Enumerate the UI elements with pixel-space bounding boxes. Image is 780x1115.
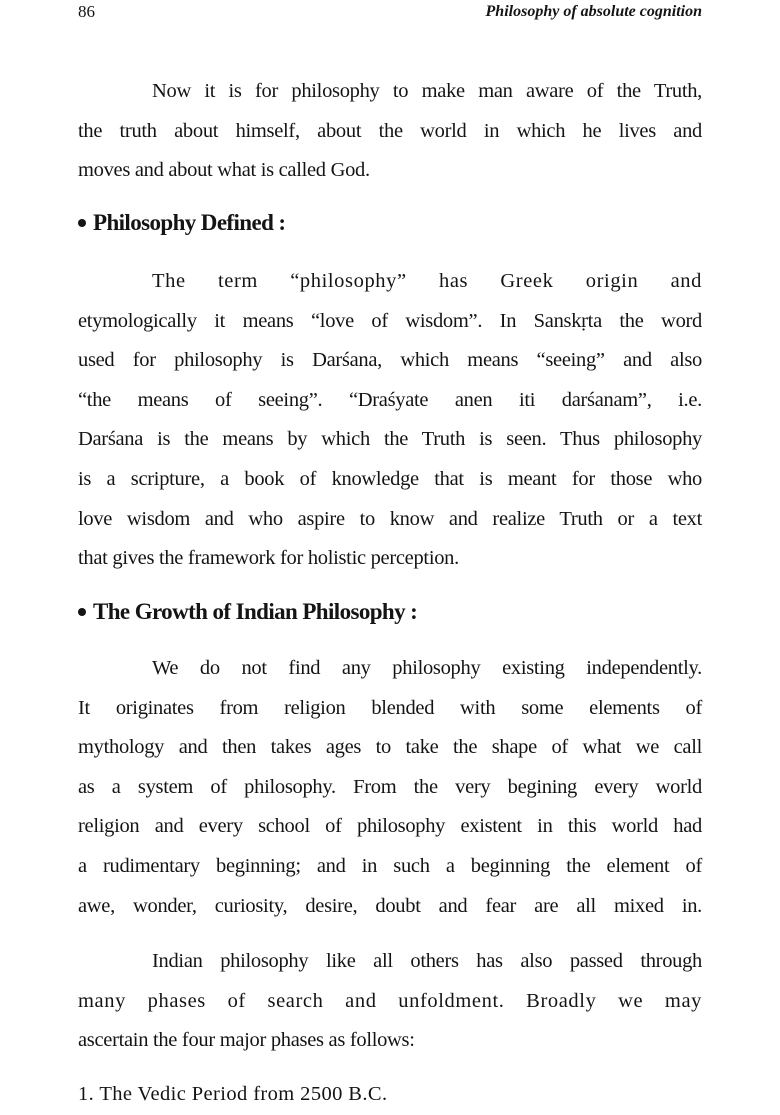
paragraph-line: a rudimentary beginning; and in such a beginning the element of — [78, 854, 702, 877]
paragraph-line: as a system of philosophy. From the very begining every world — [78, 775, 702, 798]
paragraph-line: the truth about himself, about the world in which he lives and — [78, 119, 702, 142]
paragraph-line: that gives the framework for holistic perception. — [78, 547, 459, 570]
bullet-icon — [78, 219, 86, 227]
growth-paragraph-2 — [78, 942, 702, 1061]
running-title: Philosophy of absolute cognition — [485, 3, 702, 20]
paragraph-line: Now it is for philosophy to make man aware of the Truth, — [152, 80, 702, 102]
section-heading-text: Philosophy Defined : — [93, 210, 286, 235]
paragraph-line: is a scripture, a book of knowledge that is meant for those who — [78, 467, 702, 490]
bullet-icon — [78, 608, 86, 616]
paragraph-line: love wisdom and who aspire to know and realize Truth or a text — [78, 507, 702, 530]
paragraph-line: Darśana is the means by which the Truth is seen. Thus philosophy — [78, 428, 702, 451]
paragraph-line: mythology and then takes ages to take the shape of what we call — [78, 736, 702, 759]
paragraph-line: awe, wonder, curiosity, desire, doubt and fear are all mixed in. — [78, 894, 702, 917]
section-heading-philosophy-defined — [78, 208, 285, 238]
intro-paragraph — [78, 72, 702, 191]
section-heading-growth-of-indian-philosophy — [78, 597, 417, 627]
paragraph-line: We do not find any philosophy existing independently. — [152, 657, 702, 679]
paragraph-line: It originates from religion blended with some elements of — [78, 696, 702, 719]
growth-paragraph-1 — [78, 649, 702, 926]
paragraph-line: “the means of seeing”. “Draśyate anen iti darśanam”, i.e. — [78, 388, 702, 411]
paragraph-line: religion and every school of philosophy existent in this world had — [78, 815, 702, 838]
paragraph-line: ascertain the four major phases as follows: — [78, 1029, 415, 1052]
paragraph-line: moves and about what is called God. — [78, 159, 370, 182]
paragraph-line: Indian philosophy like all others has also passed through — [152, 950, 702, 972]
paragraph-line: The term “philosophy” has Greek origin and — [152, 270, 702, 292]
paragraph-line: many phases of search and unfoldment. Broadly we may — [78, 989, 702, 1012]
philosophy-defined-paragraph — [78, 262, 702, 579]
phases-list — [78, 1075, 702, 1115]
running-header — [78, 0, 702, 24]
page-number: 86 — [78, 2, 95, 21]
paragraph-line: etymologically it means “love of wisdom”. In Sanskṛta the word — [78, 309, 702, 332]
paragraph-line: used for philosophy is Darśana, which means “seeing” and also — [78, 349, 702, 372]
section-heading-text: The Growth of Indian Philosophy : — [93, 599, 418, 624]
list-item: 1. The Vedic Period from 2500 B.C. — [78, 1083, 388, 1105]
